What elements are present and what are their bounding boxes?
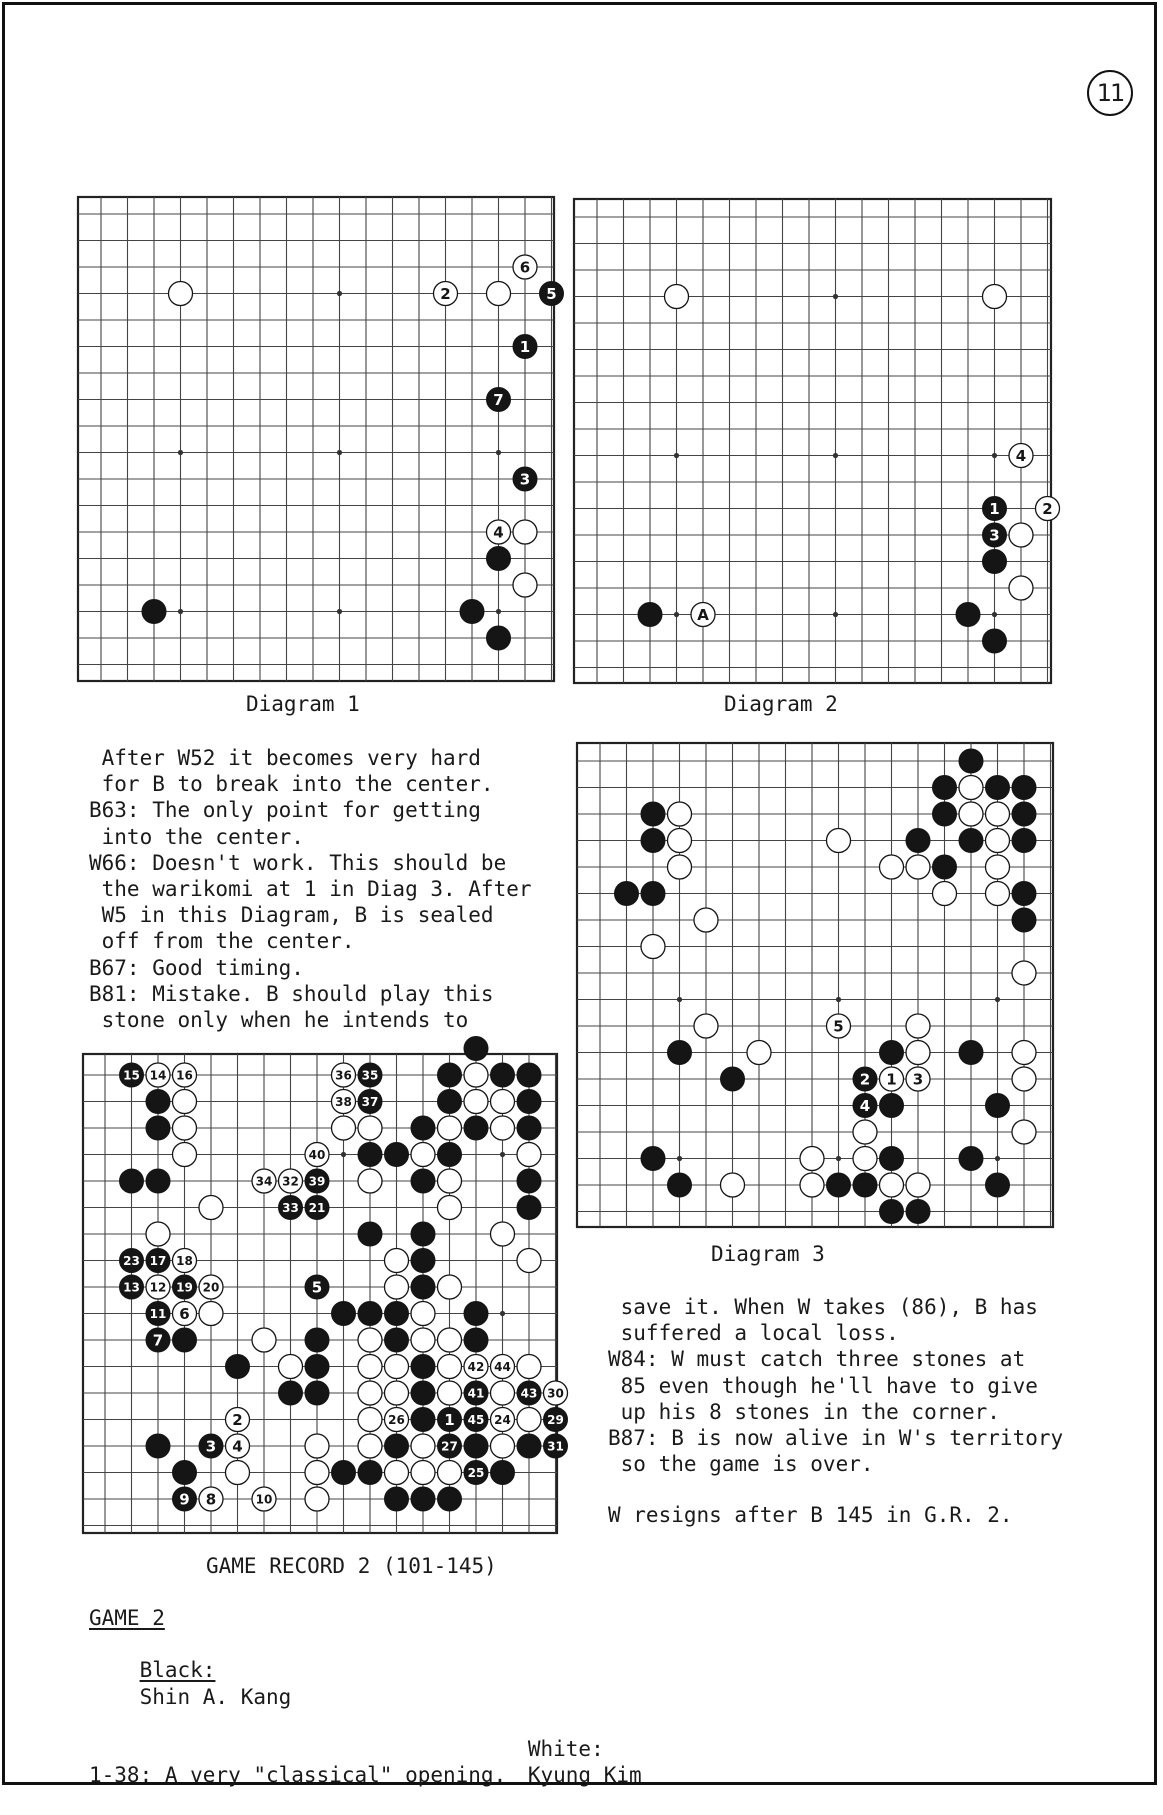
white-stone: [491, 1434, 515, 1458]
black-stone: [411, 1116, 435, 1140]
white-stone: [1009, 523, 1033, 547]
black-stone: [146, 1116, 170, 1140]
black-stone: [491, 1461, 515, 1485]
black-stone: [411, 1408, 435, 1432]
black-stone: [638, 603, 662, 627]
move-number: 7: [152, 1331, 164, 1350]
opening-note: 1-38: A very "classical" opening.: [89, 1763, 507, 1788]
black-stone: [880, 1200, 904, 1224]
black-stone: [358, 1222, 382, 1246]
white-stone: [358, 1169, 382, 1193]
move-number: 6: [179, 1305, 190, 1323]
move-number: 23: [123, 1254, 140, 1268]
black-stone: [880, 1147, 904, 1171]
move-number: 34: [255, 1174, 273, 1189]
star-point: [178, 609, 183, 614]
white-stone: [491, 1222, 515, 1246]
black-stone: [385, 1487, 409, 1511]
white-stone: [438, 1196, 462, 1220]
black-stone: [641, 882, 665, 906]
white-stone: [906, 855, 930, 879]
black-stone: [668, 1041, 692, 1065]
move-number: 32: [282, 1174, 299, 1189]
game-record-2-board: [82, 1053, 564, 1534]
star-point: [833, 453, 838, 458]
star-point: [341, 1152, 346, 1157]
commentary-top-line: B67: Good timing.: [89, 955, 304, 980]
black-stone: [959, 749, 983, 773]
black-stone: [517, 1434, 541, 1458]
white-stone: [438, 1381, 462, 1405]
move-number: 4: [859, 1097, 871, 1115]
move-number: 15: [123, 1068, 140, 1083]
white-stone: [491, 1381, 515, 1405]
black-stone: [142, 600, 166, 624]
black-stone: [1012, 776, 1036, 800]
star-point: [500, 1311, 505, 1316]
page-number: 11: [1087, 70, 1133, 116]
black-stone: [986, 1094, 1010, 1118]
black-stone: [1012, 802, 1036, 826]
star-point: [496, 609, 501, 614]
white-stone: [358, 1381, 382, 1405]
move-number: 10: [255, 1492, 273, 1507]
white-stone: [385, 1249, 409, 1273]
star-point: [674, 453, 679, 458]
black-stone: [411, 1222, 435, 1246]
black-stone: [305, 1355, 329, 1379]
black-stone: [438, 1090, 462, 1114]
white-player: Kyung Kim: [527, 1763, 642, 1788]
black-stone: [464, 1116, 488, 1140]
move-number: 2: [440, 285, 451, 303]
white-stone: [959, 776, 983, 800]
white-stone: [880, 1173, 904, 1197]
white-stone: [986, 882, 1010, 906]
white-stone: [1012, 1067, 1036, 1091]
white-stone: [199, 1196, 223, 1220]
white-stone: [665, 285, 689, 309]
black-stone: [146, 1169, 170, 1193]
black-stone: [385, 1302, 409, 1326]
white-stone: [173, 1116, 197, 1140]
white-stone: [853, 1147, 877, 1171]
black-stone: [411, 1487, 435, 1511]
white-stone: [986, 855, 1010, 879]
black-stone: [641, 802, 665, 826]
white-stone: [517, 1408, 541, 1432]
black-stone: [517, 1169, 541, 1193]
white-stone: [305, 1461, 329, 1485]
black-stone: [173, 1328, 197, 1352]
black-stone: [1012, 829, 1036, 853]
move-number: 20: [202, 1280, 220, 1295]
white-stone: [358, 1408, 382, 1432]
white-stone: [986, 829, 1010, 853]
black-player: Shin A. Kang: [139, 1684, 292, 1709]
move-number: 36: [335, 1068, 352, 1083]
black-stone: [853, 1173, 877, 1197]
star-point: [337, 609, 342, 614]
white-stone: [358, 1328, 382, 1352]
white-stone: [1012, 961, 1036, 985]
star-point: [677, 1156, 682, 1161]
move-number: 41: [467, 1386, 485, 1401]
white-stone: [279, 1355, 303, 1379]
black-stone: [983, 550, 1007, 574]
white-label: White:: [527, 1737, 604, 1762]
white-stone: [853, 1120, 877, 1144]
black-stone: [517, 1196, 541, 1220]
move-number: 3: [989, 526, 1000, 545]
white-stone: [438, 1169, 462, 1193]
white-stone: [513, 520, 537, 544]
white-stone: [411, 1461, 435, 1485]
move-number: 27: [441, 1439, 458, 1454]
white-stone: [933, 882, 957, 906]
star-point: [992, 612, 997, 617]
commentary-bottom-line: save it. When W takes (86), B has: [608, 1295, 1038, 1319]
white-stone: [800, 1173, 824, 1197]
move-number: 3: [519, 470, 531, 489]
white-stone: [385, 1275, 409, 1299]
black-stone: [460, 600, 484, 624]
black-stone: [487, 547, 511, 571]
star-point: [674, 612, 679, 617]
move-number: 5: [311, 1278, 323, 1297]
black-stone: [464, 1302, 488, 1326]
black-stone: [880, 1094, 904, 1118]
resign-note: W resigns after B 145 in G.R. 2.: [608, 1503, 1013, 1527]
black-stone: [956, 603, 980, 627]
black-stone: [933, 776, 957, 800]
white-stone: [668, 855, 692, 879]
white-stone: [827, 829, 851, 853]
black-stone: [305, 1328, 329, 1352]
black-stone: [933, 802, 957, 826]
black-stone: [668, 1173, 692, 1197]
black-label: Black:: [139, 1658, 216, 1683]
move-number: 5: [833, 1017, 844, 1036]
white-stone: [358, 1116, 382, 1140]
black-stone: [986, 1173, 1010, 1197]
white-stone: [438, 1275, 462, 1299]
black-stone: [641, 829, 665, 853]
star-point: [833, 294, 838, 299]
black-stone: [880, 1041, 904, 1065]
white-stone: [517, 1355, 541, 1379]
move-number: 31: [547, 1439, 564, 1454]
white-stone: [906, 1014, 930, 1038]
white-stone: [385, 1355, 409, 1379]
move-number: 2: [859, 1070, 871, 1089]
white-stone: [358, 1355, 382, 1379]
move-number: 43: [520, 1386, 538, 1401]
diagram-3-caption: Diagram 3: [711, 1242, 825, 1266]
move-number: 40: [308, 1148, 326, 1162]
diagram-2-caption: Diagram 2: [724, 692, 838, 716]
diagram-1-caption: Diagram 1: [246, 692, 360, 716]
white-stone: [1012, 1120, 1036, 1144]
black-stone: [959, 1147, 983, 1171]
white-stone: [332, 1116, 356, 1140]
black-stone: [411, 1275, 435, 1299]
move-number: 19: [176, 1280, 193, 1295]
white-stone: [438, 1355, 462, 1379]
move-number: 21: [308, 1201, 326, 1215]
white-stone: [694, 908, 718, 932]
white-stone: [438, 1328, 462, 1352]
black-stone: [120, 1169, 144, 1193]
move-number: 8: [205, 1490, 217, 1509]
move-number: 18: [176, 1254, 193, 1268]
commentary-bottom-line: up his 8 stones in the corner.: [608, 1399, 1000, 1424]
white-stone: [668, 829, 692, 853]
white-stone: [668, 802, 692, 826]
game-heading: GAME 2: [89, 1606, 165, 1630]
move-number: 4: [1015, 447, 1027, 465]
commentary-top-line: B81: Mistake. B should play this: [89, 981, 494, 1006]
black-stone: [464, 1434, 488, 1458]
move-number: 1: [886, 1070, 897, 1089]
black-stone: [411, 1355, 435, 1379]
move-number: 4: [232, 1437, 243, 1456]
black-stone: [827, 1173, 851, 1197]
move-number: 37: [361, 1095, 379, 1109]
white-stone: [411, 1328, 435, 1352]
move-number: 1: [989, 500, 1000, 518]
black-stone: [411, 1169, 435, 1193]
commentary-top-line: off from the center.: [89, 929, 355, 954]
move-number: 17: [149, 1254, 167, 1268]
move-number: 30: [547, 1386, 564, 1401]
move-number: 1: [519, 338, 531, 356]
black-stone: [279, 1381, 303, 1405]
black-stone: [1012, 908, 1036, 932]
white-stone: [491, 1116, 515, 1140]
black-stone: [226, 1355, 250, 1379]
black-stone: [721, 1067, 745, 1091]
black-stone: [411, 1249, 435, 1273]
white-stone: [1009, 576, 1033, 600]
move-number: 42: [467, 1360, 485, 1374]
black-stone: [358, 1302, 382, 1326]
white-stone: [694, 1014, 718, 1038]
white-stone: [1012, 1041, 1036, 1065]
white-stone: [199, 1302, 223, 1326]
commentary-top-line: After W52 it becomes very hard: [89, 746, 481, 770]
white-stone: [305, 1434, 329, 1458]
black-stone: [615, 882, 639, 906]
move-number: 3: [205, 1437, 217, 1456]
star-point: [500, 1152, 505, 1157]
move-number: 38: [335, 1095, 352, 1109]
move-number: 26: [388, 1413, 405, 1427]
star-point: [836, 997, 841, 1002]
move-number: 25: [467, 1466, 485, 1480]
black-stone: [641, 1147, 665, 1171]
star-point: [995, 1156, 1000, 1161]
move-number: 3: [912, 1070, 924, 1089]
black-stone: [464, 1328, 488, 1352]
move-number: 7: [493, 391, 504, 409]
move-number: 2: [232, 1411, 243, 1429]
black-stone: [464, 1037, 488, 1061]
white-stone: [880, 855, 904, 879]
white-stone: [906, 1173, 930, 1197]
star-point: [677, 997, 682, 1002]
diagram-1-board: [77, 196, 555, 682]
commentary-bottom-line: W84: W must catch three stones at: [608, 1347, 1026, 1372]
black-stone: [517, 1063, 541, 1087]
commentary-bottom-line: 85 even though he'll have to give: [608, 1373, 1038, 1398]
move-number: 35: [361, 1068, 379, 1083]
black-stone: [385, 1143, 409, 1167]
black-stone: [906, 1200, 930, 1224]
white-stone: [305, 1487, 329, 1511]
white-stone: [517, 1143, 541, 1167]
white-stone: [438, 1116, 462, 1140]
black-stone: [385, 1328, 409, 1352]
black-stone: [385, 1434, 409, 1458]
white-stone: [959, 802, 983, 826]
white-stone: [986, 802, 1010, 826]
move-number: 24: [494, 1413, 511, 1427]
black-stone: [487, 626, 511, 650]
white-stone: [464, 1090, 488, 1114]
commentary-top-line: stone only when he intends to: [89, 1008, 469, 1033]
black-stone: [983, 629, 1007, 653]
star-point: [836, 1156, 841, 1161]
move-number: 44: [494, 1360, 511, 1374]
move-number: 16: [176, 1068, 193, 1083]
move-number: 33: [282, 1201, 299, 1215]
black-stone: [146, 1090, 170, 1114]
commentary-top-line: W66: Doesn't work. This should be: [89, 850, 507, 875]
white-stone: [747, 1041, 771, 1065]
black-stone: [1012, 882, 1036, 906]
white-stone: [800, 1147, 824, 1171]
white-stone: [438, 1461, 462, 1485]
move-number: 29: [547, 1413, 564, 1427]
star-point: [992, 453, 997, 458]
commentary-top-line: the warikomi at 1 in Diag 3. After: [89, 877, 532, 902]
white-stone: [513, 573, 537, 597]
black-stone: [986, 776, 1010, 800]
white-stone: [721, 1173, 745, 1197]
black-stone: [491, 1063, 515, 1087]
move-number: 13: [123, 1280, 140, 1295]
commentary-top-line: W5 in this Diagram, B is sealed: [89, 903, 494, 928]
commentary-top-line: into the center.: [89, 824, 304, 849]
star-point: [496, 450, 501, 455]
white-stone: [385, 1461, 409, 1485]
black-stone: [906, 829, 930, 853]
commentary-top-line: for B to break into the center.: [89, 772, 494, 797]
white-stone: [464, 1063, 488, 1087]
commentary-bottom-line: B87: B is now alive in W's territory: [608, 1426, 1064, 1451]
white-stone: [358, 1434, 382, 1458]
black-stone: [517, 1116, 541, 1140]
game-record-2-caption: GAME RECORD 2 (101-145): [206, 1554, 497, 1578]
black-stone: [332, 1302, 356, 1326]
black-stone: [438, 1143, 462, 1167]
black-stone: [933, 855, 957, 879]
white-stone: [252, 1328, 276, 1352]
black-stone: [146, 1434, 170, 1458]
white-stone: [906, 1041, 930, 1065]
game-info: [89, 1605, 642, 1788]
black-stone: [305, 1381, 329, 1405]
move-number: 2: [1042, 500, 1053, 518]
star-point: [337, 450, 342, 455]
white-stone: [146, 1222, 170, 1246]
white-stone: [173, 1090, 197, 1114]
black-stone: [358, 1461, 382, 1485]
move-number: 45: [467, 1413, 485, 1427]
move-number: 39: [308, 1174, 326, 1189]
white-stone: [169, 282, 193, 306]
white-stone: [487, 282, 511, 306]
diagram-3-board: [576, 742, 1054, 1228]
white-stone: [411, 1302, 435, 1326]
white-stone: [411, 1143, 435, 1167]
white-stone: [226, 1461, 250, 1485]
move-number: 4: [493, 523, 504, 542]
black-stone: [517, 1090, 541, 1114]
move-number: A: [697, 606, 709, 624]
diagram-2-board: [573, 198, 1052, 684]
white-stone: [411, 1434, 435, 1458]
black-stone: [358, 1143, 382, 1167]
star-point: [337, 291, 342, 296]
move-number: 11: [149, 1307, 167, 1321]
commentary-bottom-line: suffered a local loss.: [608, 1321, 899, 1346]
white-stone: [491, 1090, 515, 1114]
black-stone: [959, 829, 983, 853]
commentary-top: [89, 745, 532, 1033]
star-point: [178, 450, 183, 455]
black-stone: [959, 1041, 983, 1065]
move-number: 12: [149, 1280, 167, 1295]
black-stone: [411, 1381, 435, 1405]
move-number: 14: [149, 1068, 167, 1083]
move-number: 1: [444, 1411, 455, 1429]
star-point: [995, 997, 1000, 1002]
black-stone: [438, 1487, 462, 1511]
commentary-bottom-line: so the game is over.: [608, 1452, 874, 1477]
black-stone: [173, 1461, 197, 1485]
star-point: [833, 612, 838, 617]
white-stone: [385, 1381, 409, 1405]
commentary-top-line: B63: The only point for getting: [89, 798, 481, 823]
move-number: 6: [519, 258, 531, 277]
commentary-bottom: [608, 1294, 1063, 1477]
white-stone: [641, 935, 665, 959]
move-number: 9: [179, 1490, 190, 1509]
black-stone: [332, 1461, 356, 1485]
white-stone: [517, 1249, 541, 1273]
white-stone: [983, 285, 1007, 309]
black-stone: [438, 1063, 462, 1087]
move-number: 5: [546, 285, 557, 303]
white-stone: [173, 1143, 197, 1167]
